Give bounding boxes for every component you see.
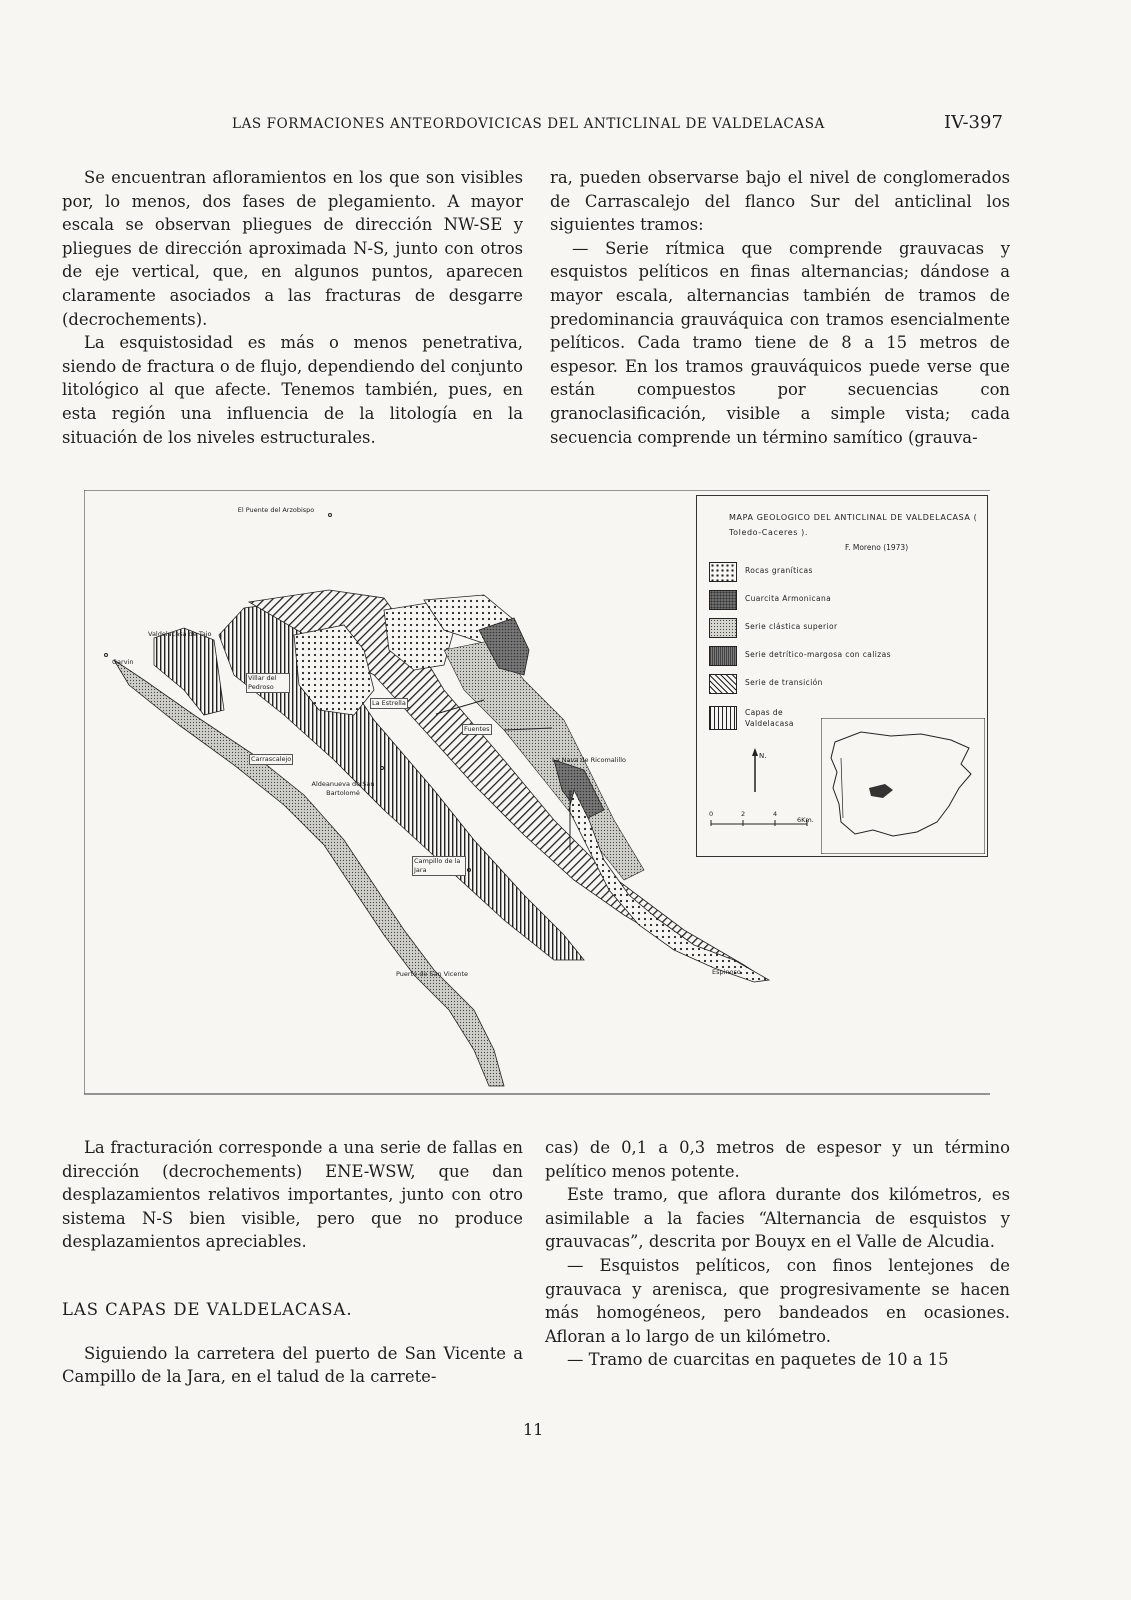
place-label: Valdelacasa de Tajo [148, 630, 212, 638]
legend-swatch [709, 562, 737, 582]
legend-swatch [709, 618, 737, 638]
paragraph: La fracturación corresponde a una serie de fallas en dirección (decrochements) ENE-WSW, que dan desplazamientos relativos importantes, junto con otro sistema N-S bien visible, pero que no produce desplazamientos apreciables. [62, 1138, 523, 1252]
scale-tick: 4 [773, 810, 778, 818]
place-label: La Estrella [372, 699, 406, 707]
place-label: Villar del Pedroso [246, 673, 290, 693]
legend-label: Serie detrítico-margosa con calizas [745, 650, 891, 659]
scale-tick: 0 [709, 810, 714, 818]
place-label: La Nava de Ricomalillo [552, 756, 626, 764]
paragraph: — Esquistos pelíticos, con finos lentejones de grauvaca y arenisca, que progresivamente se hacen más homogéneos, pero bandeados en ocasiones. Afloran a lo largo de un kilómetro. [545, 1255, 1010, 1346]
legend-title: MAPA GEOLOGICO DEL ANTICLINAL DE VALDELACASA ( Toledo-Caceres ). [729, 513, 978, 537]
column-top-right [550, 166, 1010, 449]
paragraph: — Tramo de cuarcitas en paquetes de 10 a 15 [567, 1350, 949, 1370]
paragraph: Se encuentran afloramientos en los que son visibles por, lo menos, dos fases de plegamiento. A mayor escala se observan pliegues de dirección NW-SE y pliegues de dirección aproximada N-S, junto con otros de eje vertical, que, en algunos puntos, aparecen claramente asociados a las fracturas de desgarre (decrochements). [62, 168, 523, 329]
paragraph: ra, pueden observarse bajo el nivel de conglomerados de Carrascalejo del flanco Sur del anticlinal los siguientes tramos: [550, 168, 1010, 235]
iberia-inset-map [821, 718, 985, 854]
paragraph: cas) de 0,1 a 0,3 metros de espesor y un término pelítico menos potente. [545, 1138, 1010, 1181]
column-top-left [62, 166, 523, 449]
column-bottom-left [62, 1136, 523, 1389]
place-label: Campillo de la Jara [412, 856, 466, 876]
map-legend [696, 495, 988, 857]
legend-label: Cuarcita Armonicana [745, 594, 832, 603]
folio-number: 11 [523, 1420, 544, 1439]
paragraph: Siguiendo la carretera del puerto de San Vicente a Campillo de la Jara, en el talud de la carrete- [62, 1343, 523, 1387]
page-number: IV-397 [944, 112, 1003, 133]
legend-label: Rocas graníticas [745, 566, 813, 575]
section-heading: LAS CAPAS DE VALDELACASA. [62, 1299, 353, 1319]
legend-swatch [709, 674, 737, 694]
paragraph: — Serie rítmica que comprende grauvacas y esquistos pelíticos en finas alternancias; dándose a mayor escala, alternancias también de tramos de predominancia grauváquica con tramos esencialmente pelíticos. Cada tramo tiene de 8 a 15 metros de espesor. En los tramos grauváquicos puede verse que están compuestos por secuencias con granoclasificación, visible a simple vista; cada secuencia comprende un término samítico (grauva- [550, 238, 1010, 447]
north-label: N. [759, 752, 767, 760]
legend-label: Serie clástica superior [745, 622, 838, 631]
place-label: Espinoso [712, 968, 741, 976]
geological-map-figure [84, 490, 990, 1096]
running-title: LAS FORMACIONES ANTEORDOVICICAS DEL ANTICLINAL DE VALDELACASA [232, 116, 825, 132]
legend-label: Capas de Valdelacasa [745, 708, 794, 728]
village-marker [329, 514, 332, 517]
place-label: Fuentes [464, 725, 490, 733]
place-label: El Puente del Arzobispo [237, 506, 315, 514]
place-label: Garvin [112, 658, 134, 666]
scale-tick: 6Km. [797, 816, 814, 824]
paragraph: Este tramo, que aflora durante dos kilómetros, es asimilable a la facies “Alternancia de esquistos y grauvacas”, descrita por Bouyx en el Valle de Alcudia. [545, 1185, 1010, 1252]
legend-swatch [709, 706, 737, 730]
legend-author: F. Moreno (1973) [845, 543, 909, 552]
legend-swatch [709, 646, 737, 666]
place-label: Carrascalejo [251, 755, 292, 763]
place-label: Aldeanueva de San Bartolomé [311, 780, 375, 797]
village-marker [105, 654, 108, 657]
paragraph: La esquistosidad es más o menos penetrativa, siendo de fractura o de flujo, dependiendo del conjunto litológico al que afecte. Tenemos también, pues, en esta región una influencia de la litología en la situación de los niveles estructurales. [62, 333, 523, 447]
column-bottom-right [545, 1136, 1010, 1372]
legend-swatch [709, 590, 737, 610]
place-label: Puerto de San Vicente [396, 970, 469, 978]
legend-label: Serie de transición [745, 678, 823, 687]
scale-tick: 2 [741, 810, 746, 818]
